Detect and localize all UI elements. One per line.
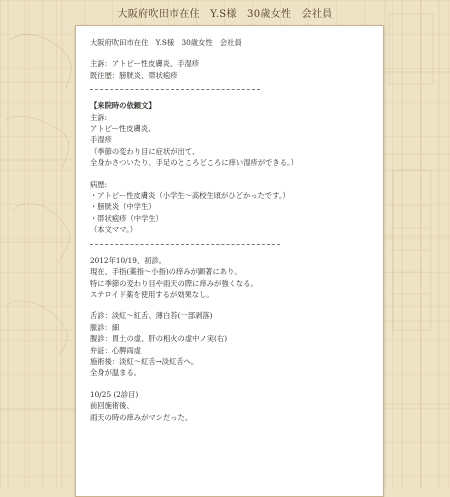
diagnosis-line-4: 弁証：心脾両虚 <box>90 345 142 355</box>
patient-intro: 大阪府吹田市在住 Y.S様 30歳女性 会社員 <box>90 38 242 47</box>
complaint-item-1: アトピー性皮膚炎、 <box>90 124 156 134</box>
past-item-2: ・膀胱炎（中学生） <box>90 202 156 212</box>
second-visit-line-2: 前回施術後、 <box>90 401 134 411</box>
visit-line-4: ステロイド薬を使用するが効果なし。 <box>90 289 214 299</box>
diagnosis-line-1: 舌診：淡紅〜紅舌、薄白苔(一部剥落) <box>90 311 213 321</box>
page-title: 大阪府吹田市在住 Y.S様 30歳女性 会社員 <box>117 9 333 20</box>
reason-title: 【来院時の依頼文】 <box>90 101 156 111</box>
past-item-1: ・アトピー性皮膚炎（小学生〜高校生頃がひどかったです。） <box>90 191 290 201</box>
left-decoration <box>0 0 75 488</box>
visit-line-2: 現在、手指(薬指〜小指)の痒みが顕著にあり。 <box>90 267 242 277</box>
second-visit-line-1: 10/25 (2診目) <box>90 389 139 399</box>
complaint-item-2: 手湿疹 <box>90 135 112 145</box>
complaint-item-3: （季節の変わり目に症状が出て、 <box>90 146 200 156</box>
past-item-4: （本文ママ。） <box>90 225 137 235</box>
past-item-3: ・帯状疱疹（中学生） <box>90 213 163 223</box>
past-history: 既往歴：膀胱炎、帯状疱疹 <box>90 70 178 80</box>
past-label: 病歴: <box>90 179 108 189</box>
diagnosis-line-5: 施術後：淡紅〜紅舌→淡紅舌へ。 <box>90 356 199 366</box>
diagnosis-line-3: 腹診：胃土の虚、肝の相火の虚中ノ実(右) <box>90 334 228 344</box>
visit-line-3: 特に季節の変わり目や雨天の際に痒みが強くなる。 <box>90 278 258 288</box>
document-panel <box>75 25 384 497</box>
diagnosis-line-2: 脈診：細 <box>90 322 120 332</box>
visit-line-1: 2012年10/19、初診。 <box>90 255 167 265</box>
complaint-item-4: 全身かさついたり、手足のところどころに痒い湿疹ができる。） <box>90 158 298 168</box>
second-visit-line-3: 雨天の時の痒みがマシだった。 <box>90 412 193 422</box>
document-content <box>90 37 370 423</box>
diagnosis-line-6: 全身が温まる。 <box>90 368 142 378</box>
section-divider-2 <box>90 244 280 245</box>
section-divider-1 <box>90 89 260 90</box>
right-decoration <box>375 0 450 488</box>
complaint-label: 主訴: <box>90 112 108 122</box>
main-complaint: 主訴：アトピー性皮膚炎、手湿疹 <box>90 59 200 69</box>
